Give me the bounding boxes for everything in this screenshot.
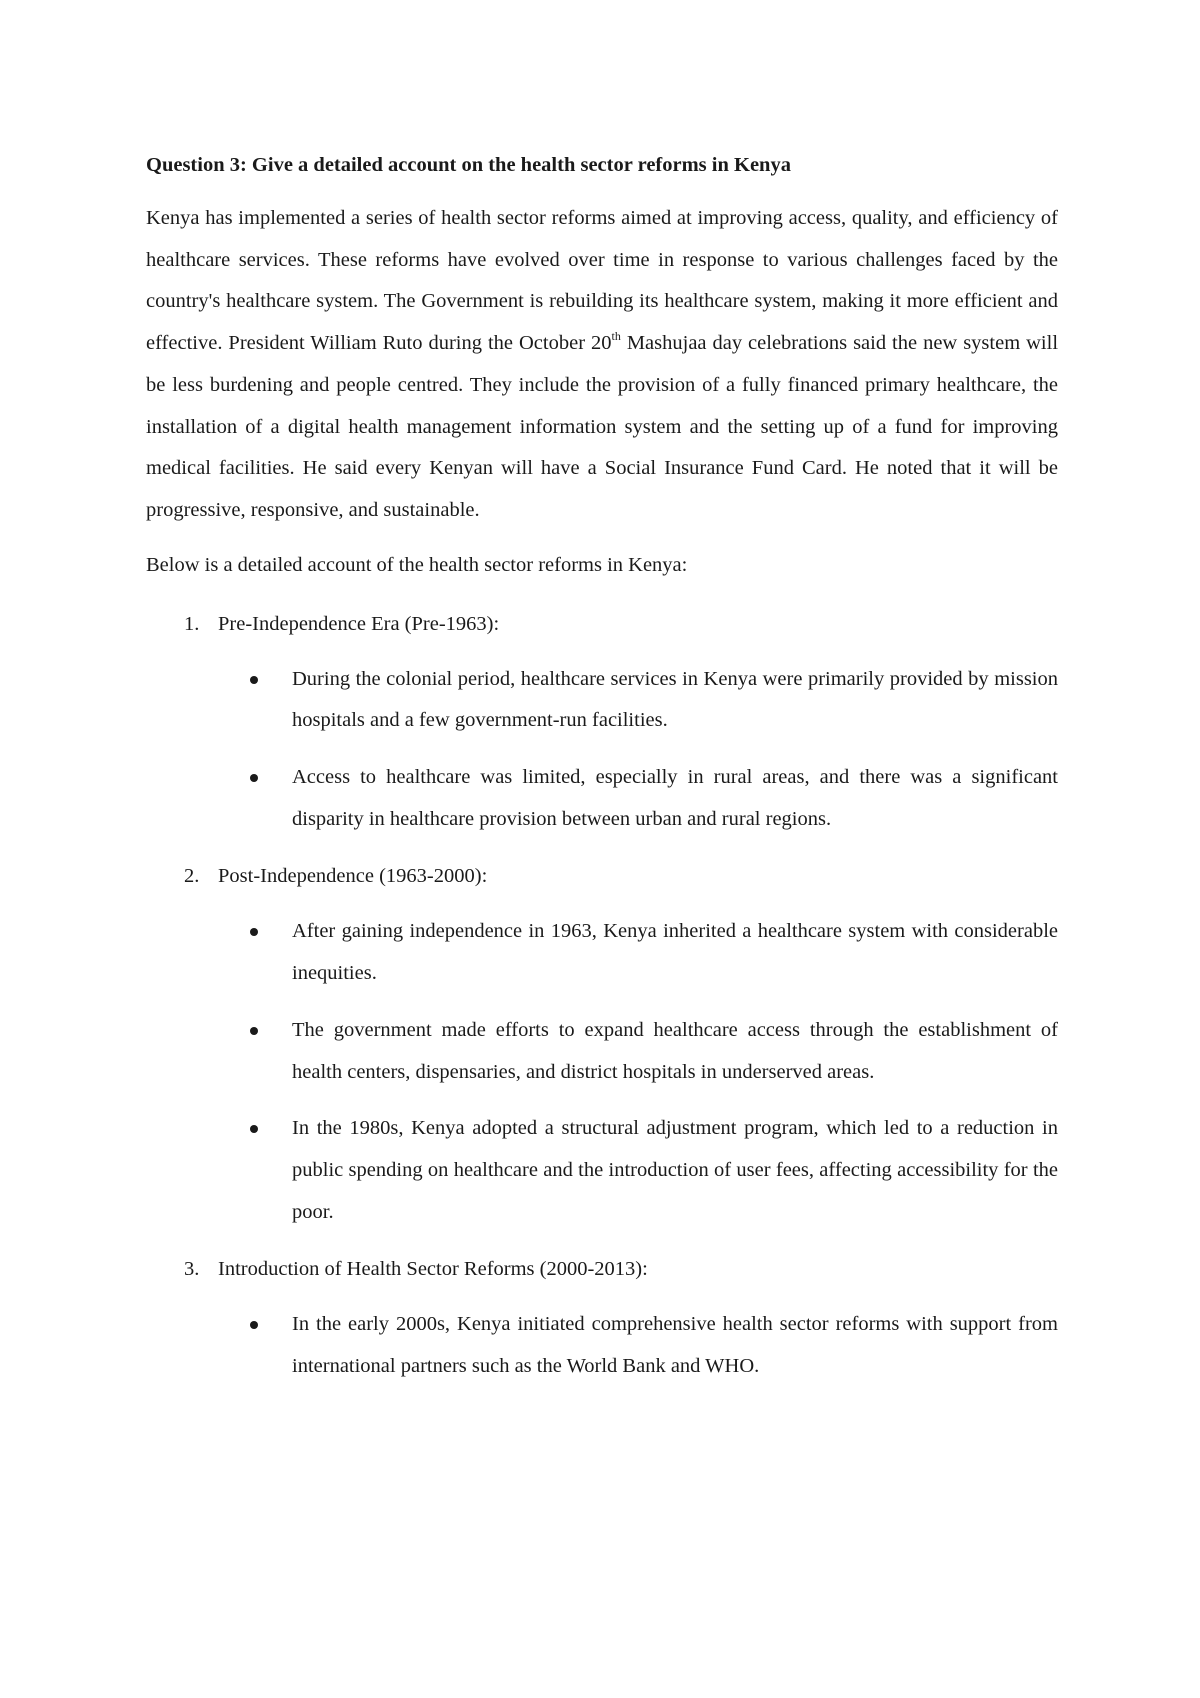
- intro-superscript: th: [611, 329, 621, 344]
- bullet-text: In the 1980s, Kenya adopted a structural adjustment program, which led to a reduction in public spending on healthcare and the introduction of user fees, affecting accessibility for the poor.: [292, 1117, 1058, 1223]
- bullet-text: Access to healthcare was limited, especially in rural areas, and there was a significant disparity in healthcare provision between urban and rural regions.: [292, 766, 1058, 830]
- intro-text-part2: Mashujaa day celebrations said the new system will be less burdening and people centred. They include the provision of a fully financed primary healthcare, the installation of a digital health management information system and the setting up of a fund for improving medical facilities. He said every Kenyan will have a Social Insurance Fund Card. He noted that it will be progressive, responsive, and sustainable.: [146, 332, 1059, 521]
- section-heading: [146, 603, 1058, 645]
- section-heading: [146, 1248, 1058, 1290]
- list-item: [146, 1304, 1058, 1387]
- bullet-list: [146, 911, 1058, 1233]
- bullet-icon: [250, 1027, 258, 1035]
- bullet-icon: [250, 1321, 258, 1329]
- section-number: 2.: [184, 865, 200, 888]
- list-item: [146, 757, 1058, 840]
- section-number: 1.: [184, 612, 200, 635]
- below-line: Below is a detailed account of the health sector reforms in Kenya:: [146, 553, 688, 576]
- list-item: [146, 1010, 1058, 1093]
- bullet-icon: [250, 1125, 258, 1133]
- section-title: Pre-Independence Era (Pre-1963):: [218, 612, 500, 635]
- intro-text-part1: Kenya has implemented a series of health sector reforms aimed at improving access, quality, and efficiency of healthcare services. These reforms have evolved over time in response to various challenges faced by the country's healthcare system. The Government is rebuilding its healthcare system, making it more efficient and effective. President William Ruto during the October 20: [146, 207, 1058, 355]
- list-item: [146, 659, 1058, 742]
- bullet-text: In the early 2000s, Kenya initiated comprehensive health sector reforms with support from international partners such as the World Bank and WHO.: [292, 1313, 1058, 1378]
- page-title: Question 3: Give a detailed account on the health sector reforms in Kenya: [146, 154, 791, 176]
- section-number: 3.: [184, 1258, 200, 1281]
- bullet-icon: [250, 774, 258, 782]
- bullet-list: [146, 659, 1058, 841]
- bullet-list: [146, 1304, 1058, 1387]
- bullet-icon: [250, 928, 258, 936]
- section-title: Introduction of Health Sector Reforms (2000-2013):: [218, 1258, 648, 1281]
- bullet-text: During the colonial period, healthcare services in Kenya were primarily provided by mission hospitals and a few government-run facilities.: [292, 667, 1058, 732]
- list-item: [146, 1108, 1058, 1233]
- bullet-text: After gaining independence in 1963, Kenya inherited a healthcare system with considerable inequities.: [292, 920, 1058, 985]
- bullet-text: The government made efforts to expand healthcare access through the establishment of health centers, dispensaries, and district hospitals in underserved areas.: [292, 1018, 1058, 1083]
- bullet-icon: [250, 676, 258, 684]
- list-item: [146, 911, 1058, 994]
- section-heading: [146, 855, 1058, 897]
- intro-paragraph: [146, 198, 1058, 532]
- section-title: Post-Independence (1963-2000):: [218, 865, 488, 888]
